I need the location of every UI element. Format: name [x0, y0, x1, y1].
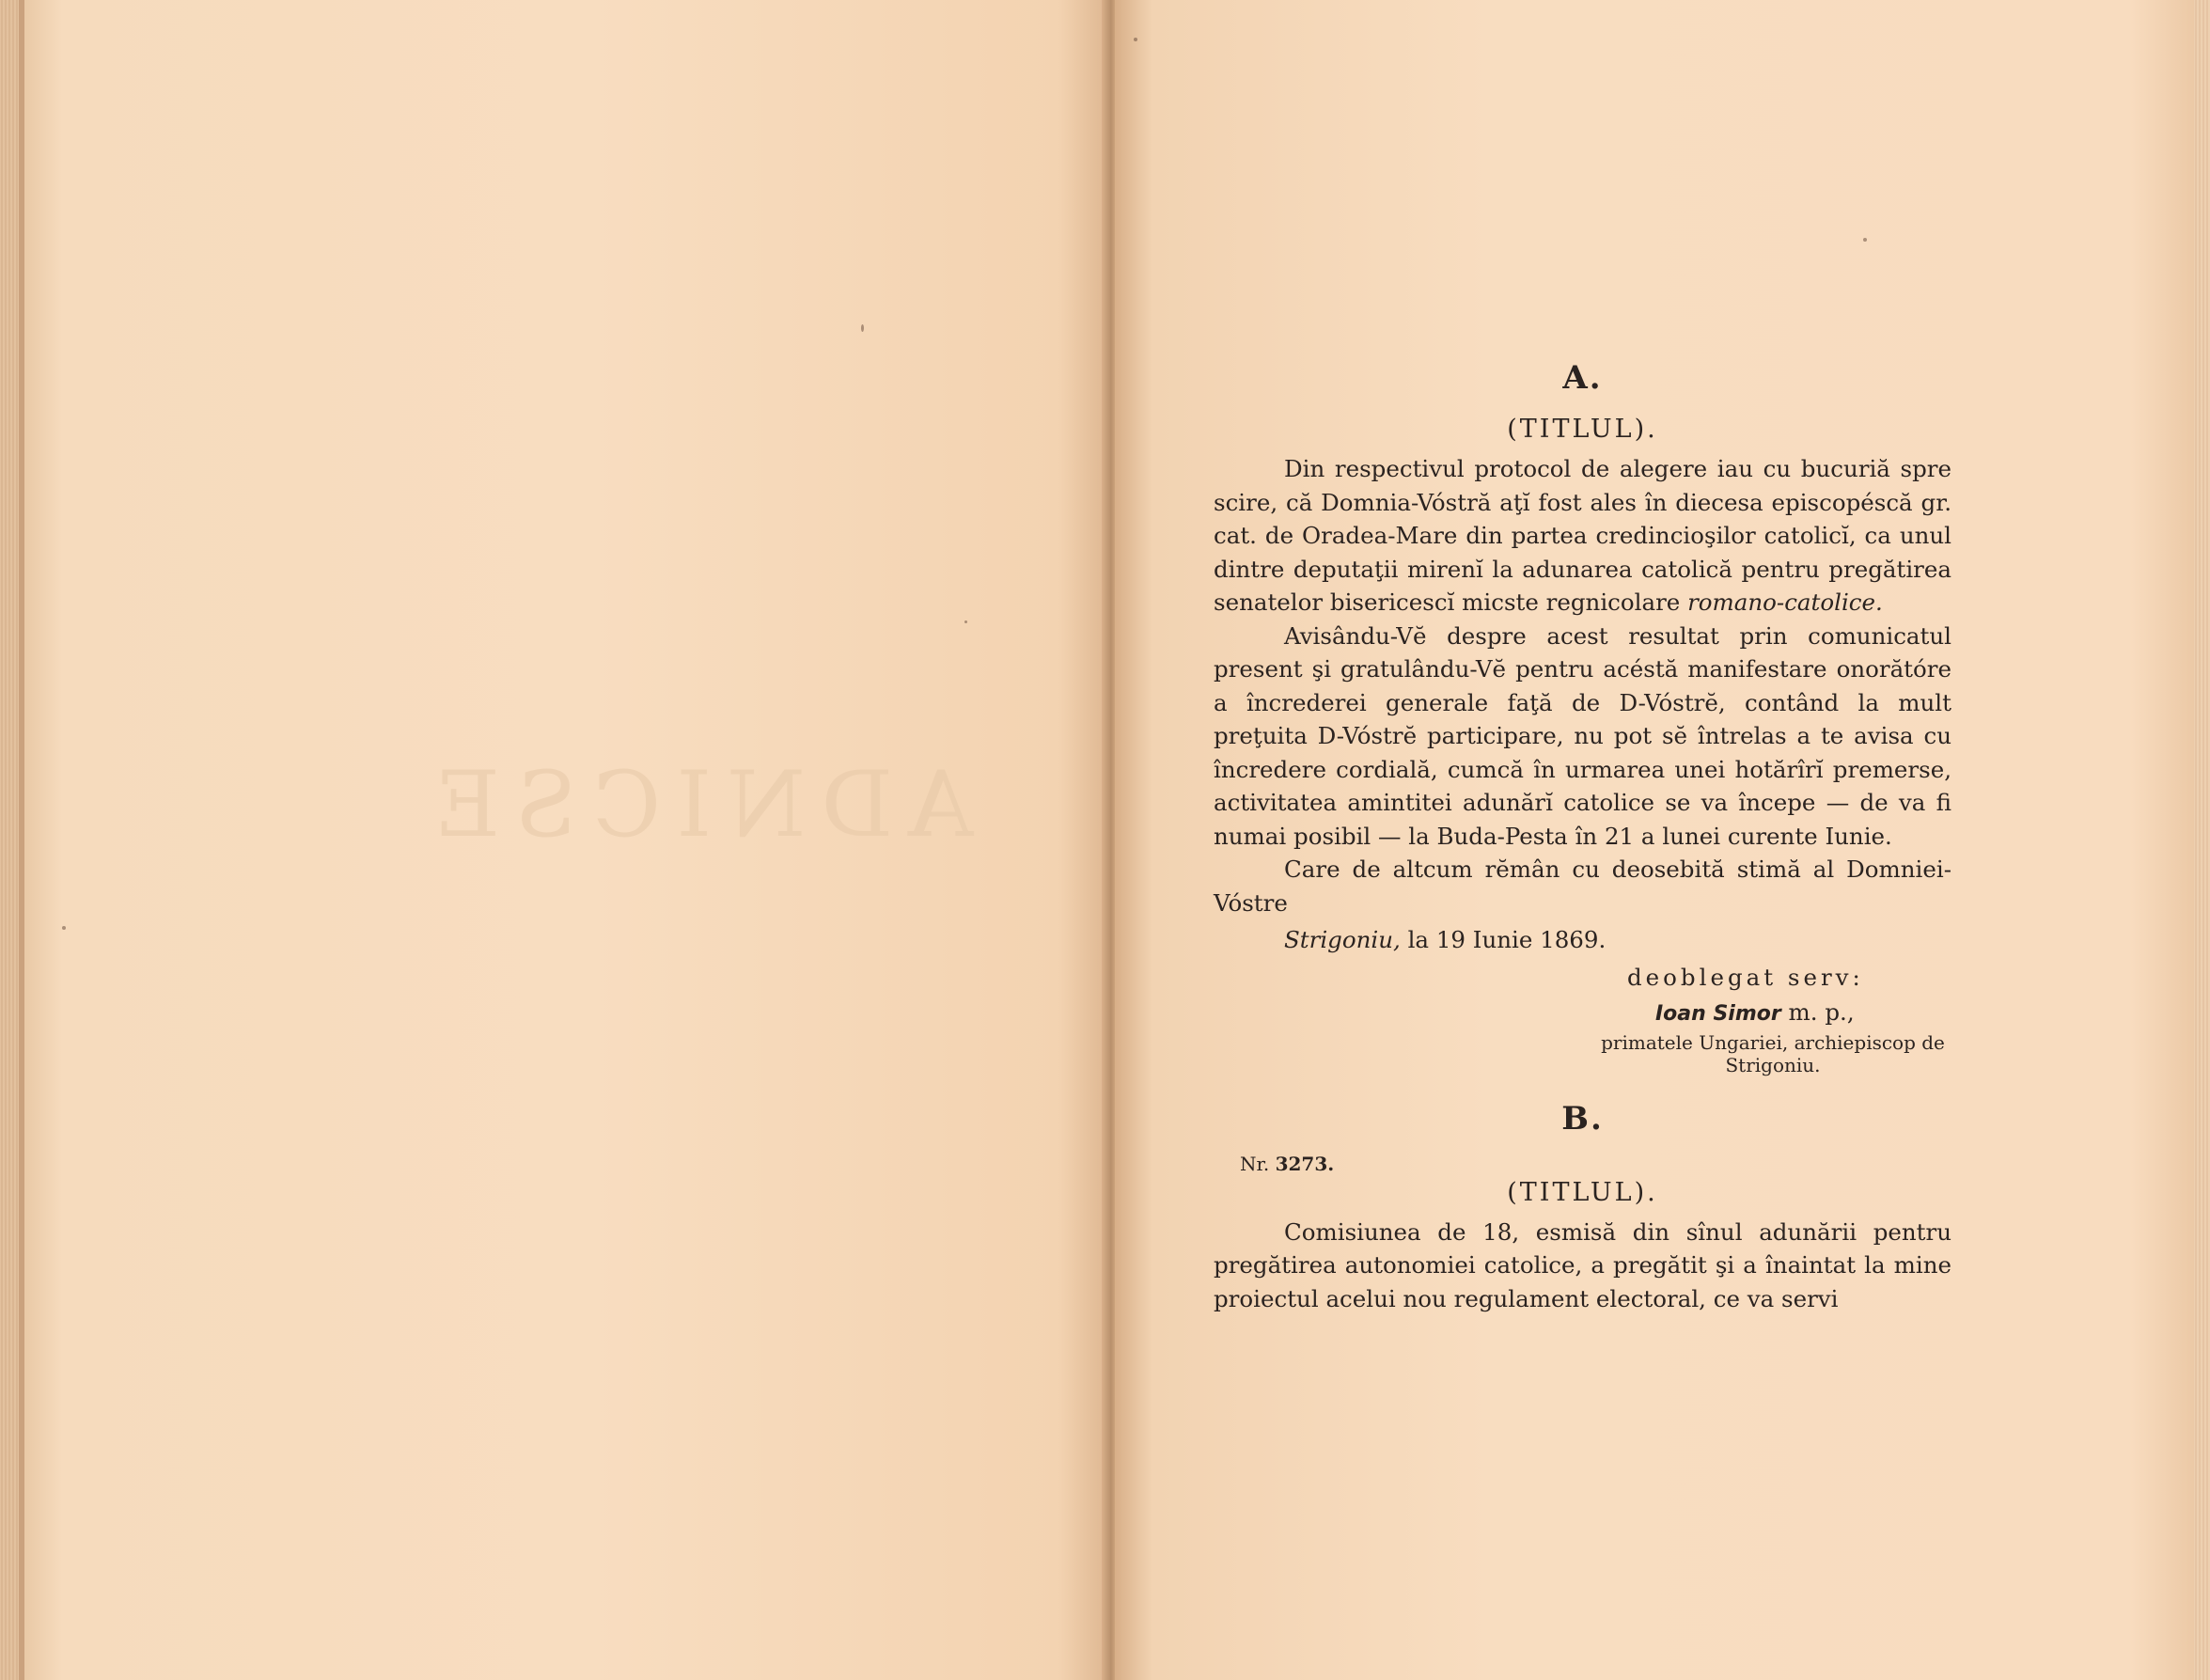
show-through-ink: ADNICSE: [419, 752, 974, 857]
paragraph-1-italic: romano-catolice.: [1687, 589, 1883, 616]
date-place: Strigoniu,: [1284, 926, 1401, 953]
signature-name-line: [1214, 996, 1951, 1031]
paragraph-1-text: Din respectivul protocol de alegere iau cu bucuriă spre scire, că Domnia-Vóstră aţĭ fost ales în diecesa episcopéscă gr. cat. de Oradea-Mare din partea credincioşilor catolicĭ, ca unul dintre deputaţii mirenĭ la adunarea catolică pentru pregătirea senatelor bisericescĭ micste regnicolare: [1214, 455, 1951, 616]
paper-speck: [1863, 238, 1867, 242]
section-b-title: (TITLUL).: [1507, 1177, 1658, 1207]
section-a-paragraph-1: [1214, 452, 1951, 620]
right-page: [1115, 0, 2200, 1680]
section-a-title: (TITLUL).: [1507, 415, 1658, 444]
left-page-blank: [19, 0, 1113, 1680]
date-line: [1214, 923, 1951, 957]
section-a-letter: A.: [1562, 359, 1603, 397]
nr-label: Nr.: [1240, 1152, 1276, 1175]
section-b-paragraph-1: Comisiunea de 18, esmisă din sînul adunării pentru pregătirea autonomiei catolice, a pregătit şi a înaintat la mine proiectul acelui nou regulament electoral, ce va servi: [1214, 1217, 1951, 1312]
signature-name: Ioan Simor: [1655, 1002, 1781, 1026]
section-a-paragraph-3: Care de altcum rĕmân cu deosebită stimă al Domniei-Vóstre: [1214, 856, 1951, 917]
nr-value: 3273.: [1275, 1152, 1335, 1175]
paper-speck: [861, 324, 864, 332]
section-a-paragraph-2: Avisându-Vĕ despre acest resultat prin comunicatul present şi gratulându-Vĕ pentru acéstă manifestare onorătóre a încrederei generale faţă de D-Vóstrĕ, contând la mult preţuita D-Vóstrĕ participare, nu pot sĕ întrelas a te avisa cu încredere cordială, cumcă în urmarea unei hotărîrĭ premerse, activitatea amintitei adunărĭ catolice se va începe — de va fi numai posibil — la Buda-Pesta în 21 a lunei curente Iunie.: [1214, 621, 1951, 850]
paper-speck: [964, 620, 967, 623]
paper-speck: [1134, 38, 1137, 41]
signature-role: primatele Ungariei, archiepiscop de Strigoniu.: [1601, 1030, 1945, 1076]
signature-suffix: m. p.,: [1780, 998, 1855, 1026]
section-b-letter: B.: [1561, 1099, 1604, 1138]
date-rest: la 19 Iunie 1869.: [1400, 926, 1607, 953]
left-page-edges: [0, 0, 19, 1680]
signature-servant: deoblegat serv:: [1627, 963, 1864, 991]
page-text: [1214, 359, 1951, 1315]
paper-speck: [62, 926, 66, 930]
right-page-edges: [2194, 0, 2210, 1680]
